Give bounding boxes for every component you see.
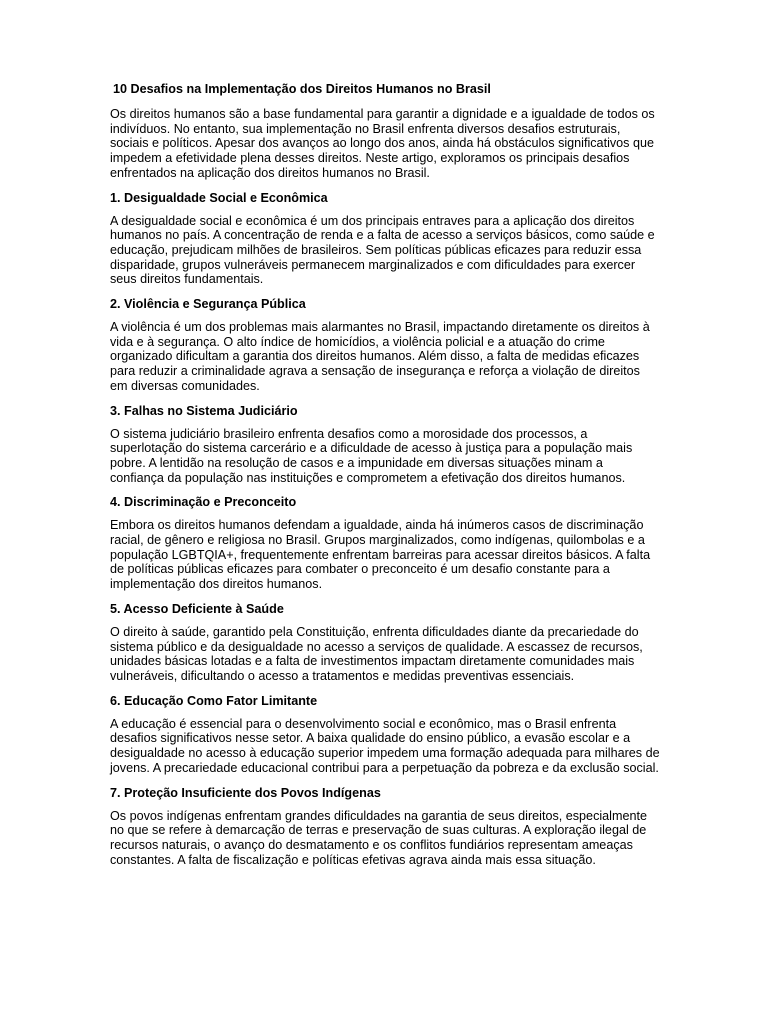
- section-heading: 7. Proteção Insuficiente dos Povos Indígenas: [110, 785, 381, 800]
- section-3: [110, 404, 660, 486]
- section-5: [110, 602, 660, 684]
- intro-paragraph: Os direitos humanos são a base fundamental para garantir a dignidade e a igualdade de todos os indivíduos. No entanto, sua implementação no Brasil enfrenta diversos desafios estruturais, sociais e políticos. Apesar dos avanços ao longo dos anos, ainda há obstáculos significativos que impedem a efetividade plena desses direitos. Neste artigo, exploramos os principais desafios enfrentados na aplicação dos direitos humanos no Brasil.: [110, 107, 655, 180]
- section-body: O sistema judiciário brasileiro enfrenta desafios como a morosidade dos processos, a superlotação do sistema carcerário e a dificuldade de acesso à justiça para a população mais pobre. A lentidão na resolução de casos e a impunidade em diversas situações minam a confiança da população nas instituições e comprometem a efetivação dos direitos humanos.: [110, 426, 633, 485]
- section-7: [110, 786, 660, 868]
- section-heading: 1. Desigualdade Social e Econômica: [110, 190, 328, 205]
- section-4: [110, 495, 660, 592]
- section-body: A desigualdade social e econômica é um dos principais entraves para a aplicação dos direitos humanos no país. A concentração de renda e a falta de acesso a serviços básicos, como saúde e educação, prejudicam milhões de brasileiros. Sem políticas públicas eficazes para reduzir essa disparidade, grupos vulneráveis permanecem marginalizados e com dificuldades para exercer seus direitos fundamentais.: [110, 213, 655, 287]
- section-body: A educação é essencial para o desenvolvimento social e econômico, mas o Brasil enfrenta desafios significativos nesse setor. A baixa qualidade do ensino público, a evasão escolar e a desigualdade no acesso à educação superior impedem uma formação adequada para milhares de jovens. A precariedade educacional contribui para a perpetuação da pobreza e da exclusão social.: [110, 716, 660, 775]
- section-body: Os povos indígenas enfrentam grandes dificuldades na garantia de seus direitos, especialmente no que se refere à demarcação de terras e preservação de suas culturas. A exploração ilegal de recursos naturais, o avanço do desmatamento e os conflitos fundiários representam ameaças constantes. A falta de fiscalização e políticas efetivas agrava ainda mais essa situação.: [110, 808, 647, 867]
- section-heading: 5. Acesso Deficiente à Saúde: [110, 601, 284, 616]
- section-body: A violência é um dos problemas mais alarmantes no Brasil, impactando diretamente os direitos à vida e à segurança. O alto índice de homicídios, a violência policial e a atuação do crime organizado dificultam a garantia dos direitos humanos. Além disso, a falta de medidas eficazes para reduzir a criminalidade agrava a sensação de insegurança e reforça a violação de direitos em diversas comunidades.: [110, 320, 650, 393]
- section-body: O direito à saúde, garantido pela Constituição, enfrenta dificuldades diante da precariedade do sistema público e da desigualdade no acesso a serviços de qualidade. A escassez de recursos, unidades básicas lotadas e a falta de investimentos impactam diretamente comunidades mais vulneráveis, dificultando o acesso a tratamentos e medidas preventivas essenciais.: [110, 624, 643, 683]
- section-heading: 6. Educação Como Fator Limitante: [110, 693, 318, 708]
- document-title: 10 Desafios na Implementação dos Direitos Humanos no Brasil: [113, 82, 491, 96]
- section-2: [110, 297, 660, 394]
- section-1: [110, 191, 660, 288]
- section-heading: 2. Violência e Segurança Pública: [110, 297, 306, 312]
- section-6: [110, 694, 660, 776]
- section-body: Embora os direitos humanos defendam a igualdade, ainda há inúmeros casos de discriminação racial, de gênero e religiosa no Brasil. Grupos marginalizados, como indígenas, quilombolas e a população LGBTQIA+, frequentemente enfrentam barreiras para acessar direitos básicos. A falta de políticas públicas eficazes para combater o preconceito é um desafio constante para a implementação dos direitos humanos.: [110, 518, 651, 592]
- section-heading: 4. Discriminação e Preconceito: [110, 495, 297, 510]
- section-heading: 3. Falhas no Sistema Judiciário: [110, 403, 298, 418]
